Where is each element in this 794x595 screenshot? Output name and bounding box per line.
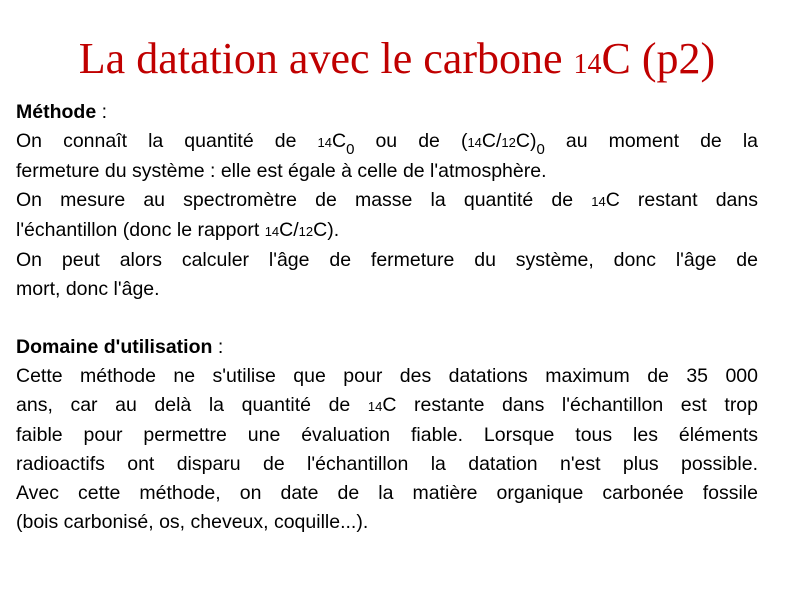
subscript: 0: [346, 141, 355, 158]
text: l'échantillon (donc le rapport: [16, 219, 265, 241]
domaine-line1: Cette méthode ne s'utilise que pour des datations maximum de 35 000: [16, 365, 758, 387]
text: C).: [313, 219, 340, 241]
methode-p2-line2: [16, 216, 758, 246]
domaine-line4: radioactifs ont disparu de l'échantillon la datation n'est plus possible.: [16, 453, 758, 475]
content-body: [16, 98, 758, 537]
isotope-number: 14: [317, 135, 332, 150]
text: C): [515, 130, 537, 152]
text: ans, car au delà la quantité de: [16, 394, 368, 416]
methode-heading-line: [16, 98, 758, 127]
text: au moment de la: [544, 130, 758, 152]
text: On mesure au spectromètre de masse la quantité de: [16, 189, 592, 211]
isotope-number: 12: [501, 135, 516, 150]
title-suffix: C (p2): [601, 34, 716, 83]
isotope-number: 14: [467, 135, 482, 150]
domaine-line5: Avec cette méthode, on date de la matière organique carbonée fossile: [16, 482, 758, 504]
title-text: La datation avec le carbone: [78, 34, 574, 83]
domaine-line2: [16, 391, 758, 421]
methode-p2-line1: [16, 186, 758, 216]
domaine-heading-line: [16, 333, 758, 362]
isotope-number: 14: [591, 194, 606, 209]
text: C restant dans: [605, 189, 758, 211]
page-title: [0, 30, 794, 94]
subscript: 0: [536, 141, 545, 158]
isotope-number: 14: [264, 224, 280, 239]
text: C/: [279, 219, 299, 241]
text: On connaît la quantité de: [16, 130, 318, 152]
methode-p1-line2: fermeture du système : elle est égale à celle de l'atmosphère.: [16, 160, 547, 182]
spacer: [16, 304, 758, 333]
methode-p3-line1: On peut alors calculer l'âge de fermeture du système, donc l'âge de: [16, 249, 758, 271]
text: ou de (: [354, 130, 468, 152]
methode-heading: Méthode: [16, 101, 97, 123]
domaine-line3: faible pour permettre une évaluation fiable. Lorsque tous les éléments: [16, 424, 758, 446]
domaine-heading: Domaine d'utilisation: [16, 336, 213, 358]
isotope-number: 14: [367, 399, 383, 414]
methode-colon: :: [96, 101, 108, 123]
title-isotope: 14: [573, 49, 602, 80]
domaine-line6: (bois carbonisé, os, cheveux, coquille...).: [16, 511, 369, 533]
text: C: [331, 130, 347, 152]
text: C/: [481, 130, 502, 152]
text: C restante dans l'échantillon est trop: [382, 394, 759, 416]
isotope-number: 12: [298, 224, 314, 239]
domaine-colon: :: [212, 336, 224, 358]
methode-p1-line1: [16, 127, 758, 157]
methode-p3-line2: mort, donc l'âge.: [16, 278, 160, 300]
